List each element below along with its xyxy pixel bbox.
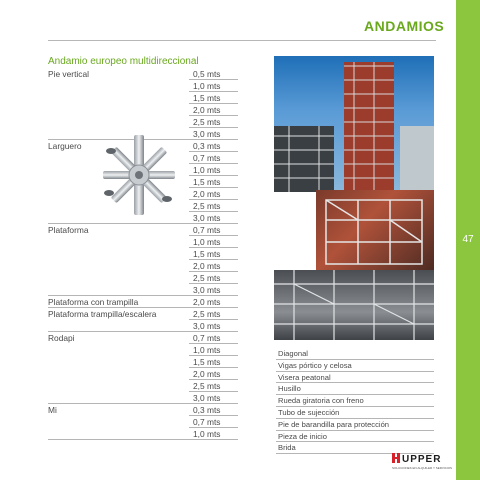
row-item-name: Pie vertical: [48, 69, 89, 79]
accessory-label: Brida: [278, 443, 296, 453]
accessory-label: Pieza de inicio: [278, 431, 327, 441]
table-row: [48, 380, 248, 392]
section-title: ANDAMIOS: [364, 18, 445, 34]
row-item-size: 0,3 mts: [193, 141, 221, 151]
list-item: [276, 407, 434, 419]
row-item-size: 1,0 mts: [193, 237, 221, 247]
row-item-size: 0,7 mts: [193, 153, 221, 163]
table-row: [48, 92, 248, 104]
row-item-size: 0,3 mts: [193, 405, 221, 415]
table-row: [48, 296, 248, 308]
spec-table: [48, 68, 248, 440]
frame-scaffold-photo: [316, 190, 434, 274]
row-item-size: 1,5 mts: [193, 177, 221, 187]
row-item-name: Plataforma: [48, 225, 89, 235]
row-item-size: 0,5 mts: [193, 69, 221, 79]
table-row: [48, 260, 248, 272]
tower-scaffold-photo: [274, 56, 434, 192]
svg-text:UPPER: UPPER: [402, 454, 442, 465]
hupper-logo: [392, 452, 456, 472]
page-number: 47: [462, 234, 474, 245]
table-row: [48, 80, 248, 92]
table-row: [48, 236, 248, 248]
row-item-size: 0,7 mts: [193, 333, 221, 343]
table-row: [48, 368, 248, 380]
table-row: [48, 320, 248, 332]
table-title: Andamio europeo multidireccional: [48, 56, 199, 67]
row-item-size: 3,0 mts: [193, 393, 221, 403]
svg-text:SOLUCIONES EN ALQUILER Y SERVI: SOLUCIONES EN ALQUILER Y SERVICIOS: [392, 466, 453, 470]
row-item-size: 2,5 mts: [193, 117, 221, 127]
row-divider: [48, 439, 238, 440]
row-item-size: 1,5 mts: [193, 93, 221, 103]
row-item-size: 2,0 mts: [193, 297, 221, 307]
row-item-size: 1,0 mts: [193, 81, 221, 91]
header-divider: [48, 40, 436, 41]
table-row: [48, 116, 248, 128]
table-row: [48, 68, 248, 80]
list-item: [276, 372, 434, 384]
list-item: [276, 419, 434, 431]
row-item-size: 0,7 mts: [193, 417, 221, 427]
table-row: [48, 284, 248, 296]
row-item-name: Larguero: [48, 141, 82, 151]
row-item-name: Plataforma con trampilla: [48, 297, 139, 307]
table-row: [48, 344, 248, 356]
row-item-size: 3,0 mts: [193, 321, 221, 331]
row-item-size: 2,5 mts: [193, 273, 221, 283]
row-item-size: 2,5 mts: [193, 201, 221, 211]
row-item-size: 1,0 mts: [193, 165, 221, 175]
table-row: [48, 332, 248, 344]
row-item-size: 3,0 mts: [193, 285, 221, 295]
accessory-label: Pie de barandilla para protección: [278, 419, 390, 429]
row-item-size: 2,5 mts: [193, 309, 221, 319]
list-item: [276, 395, 434, 407]
row-item-size: 1,0 mts: [193, 429, 221, 439]
accessory-label: Diagonal: [278, 349, 308, 358]
accessory-label: Visera peatonal: [278, 372, 331, 382]
table-row: [48, 104, 248, 116]
accessories-list: [276, 348, 434, 454]
table-row: [48, 428, 248, 440]
table-row: [48, 392, 248, 404]
accessory-label: Vigas pórtico y celosa: [278, 360, 352, 370]
row-item-size: 2,5 mts: [193, 381, 221, 391]
row-item-size: 2,0 mts: [193, 189, 221, 199]
list-item: [276, 383, 434, 395]
table-row: [48, 416, 248, 428]
table-row: [48, 404, 248, 416]
list-item: [276, 360, 434, 372]
table-row: [48, 356, 248, 368]
row-item-name: Plataforma trampilla/escalera: [48, 309, 157, 319]
table-row: [48, 248, 248, 260]
row-item-size: 1,5 mts: [193, 249, 221, 259]
table-row: [48, 224, 248, 236]
table-row: [48, 272, 248, 284]
table-row: [48, 308, 248, 320]
row-item-size: 3,0 mts: [193, 129, 221, 139]
row-item-size: 2,0 mts: [193, 261, 221, 271]
row-item-size: 3,0 mts: [193, 213, 221, 223]
row-item-size: 0,7 mts: [193, 225, 221, 235]
list-item: [276, 348, 434, 360]
clamp-photo: [96, 132, 182, 218]
row-item-size: 2,0 mts: [193, 369, 221, 379]
list-item: [276, 431, 434, 443]
row-item-size: 1,0 mts: [193, 345, 221, 355]
row-item-size: 2,0 mts: [193, 105, 221, 115]
row-item-name: Mi: [48, 405, 57, 415]
accessory-label: Rueda giratoria con freno: [278, 396, 364, 406]
accessory-label: Tubo de sujección: [278, 407, 340, 417]
row-item-size: 1,5 mts: [193, 357, 221, 367]
row-item-name: Rodapi: [48, 333, 75, 343]
interior-scaffold-photo: [274, 270, 434, 340]
accessory-label: Husillo: [278, 384, 301, 394]
